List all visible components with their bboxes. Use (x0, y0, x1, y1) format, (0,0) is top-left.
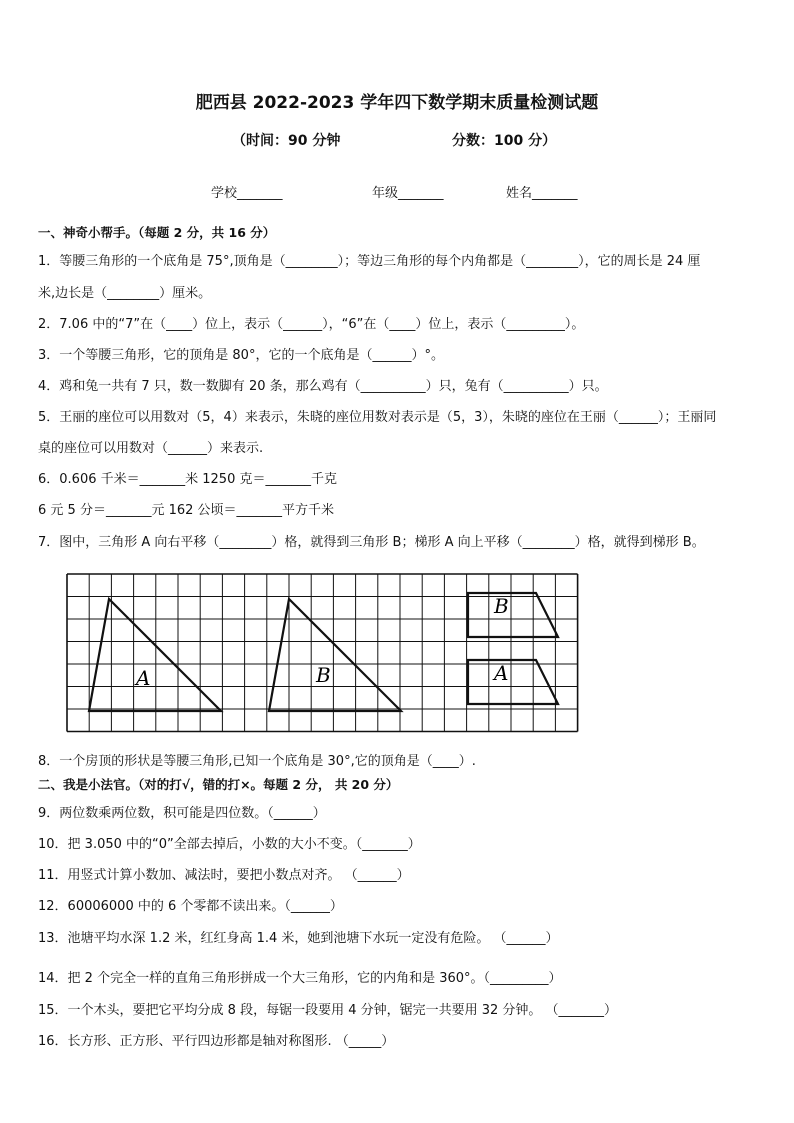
question-2: 2．7.06 中的“7”在（____）位上，表示（______），“6”在（____）位上，表示（_________）。 (38, 317, 585, 332)
page-title: 肥西县 2022-2023 学年四下数学期末质量检测试题 (195, 93, 599, 113)
question-9: 9．两位数乘两位数，积可能是四位数。（______） (38, 806, 326, 821)
trapezoid-a (468, 660, 558, 704)
section-2-heading: 二、我是小法官。（对的打√，错的打×。每题 2 分， 共 20 分） (38, 777, 399, 792)
exam-score: 分数：100 分） (452, 133, 557, 149)
translation-grid-figure (64, 569, 584, 735)
question-7: 7．图中，三角形 A 向右平移（________）格，就得到三角形 B；梯形 A 向上平移（________）格，就得到梯形 B。 (38, 535, 705, 550)
question-15: 15．一个木头，要把它平均分成 8 段，每锯一段要用 4 分钟，锯完一共要用 32 分钟。 （_______） (38, 1003, 618, 1018)
question-14: 14．把 2 个完全一样的直角三角形拼成一个大三角形，它的内角和是 360°。（_________） (38, 971, 562, 986)
question-6-line-2: 6 元 5 分＝_______元 162 公顷＝_______平方千米 (38, 503, 335, 518)
triangle-b-label: B (316, 663, 331, 687)
question-11: 11．用竖式计算小数加、减法时，要把小数点对齐。 （______） (38, 868, 410, 883)
name-field: 姓名_______ (506, 186, 578, 201)
question-16: 16．长方形、正方形、平行四边形都是轴对称图形. （_____） (38, 1034, 395, 1049)
trapezoid-b-label: B (494, 594, 509, 618)
exam-time: （时间：90 分钟 (232, 133, 341, 149)
triangle-a-label: A (136, 666, 151, 690)
question-5-line-2: 桌的座位可以用数对（______）来表示. (38, 441, 264, 456)
question-1-line-2: 米,边长是（________）厘米。 (38, 286, 212, 301)
question-4: 4．鸡和兔一共有 7 只，数一数脚有 20 条，那么鸡有（__________）只，兔有（__________）只。 (38, 379, 608, 394)
question-12: 12．60006000 中的 6 个零都不读出来。（______） (38, 899, 343, 914)
school-field: 学校_______ (211, 186, 283, 201)
question-3: 3．一个等腰三角形，它的顶角是 80°，它的一个底角是（______）°。 (38, 348, 444, 363)
question-6-line-1: 6．0.606 千米＝_______米 1250 克＝_______千克 (38, 472, 337, 487)
question-5-line-1: 5．王丽的座位可以用数对（5，4）来表示，朱晓的座位用数对表示是（5，3），朱晓的座位在王丽（______）；王丽同 (38, 410, 717, 425)
grade-field: 年级_______ (372, 186, 444, 201)
triangle-a (89, 599, 221, 711)
section-1-heading: 一、神奇小帮手。（每题 2 分，共 16 分） (38, 225, 276, 240)
question-10: 10．把 3.050 中的“0”全部去掉后，小数的大小不变。（_______） (38, 837, 421, 852)
question-1-line-1: 1．等腰三角形的一个底角是 75°,顶角是（________）；等边三角形的每个内角都是（________），它的周长是 24 厘 (38, 254, 701, 269)
question-13: 13．池塘平均水深 1.2 米，红红身高 1.4 米，她到池塘下水玩一定没有危险。 （______） (38, 931, 559, 946)
question-8: 8．一个房顶的形状是等腰三角形,已知一个底角是 30°,它的顶角是（____）. (38, 754, 476, 769)
trapezoid-a-label: A (494, 661, 509, 685)
trapezoid-b (468, 593, 558, 637)
